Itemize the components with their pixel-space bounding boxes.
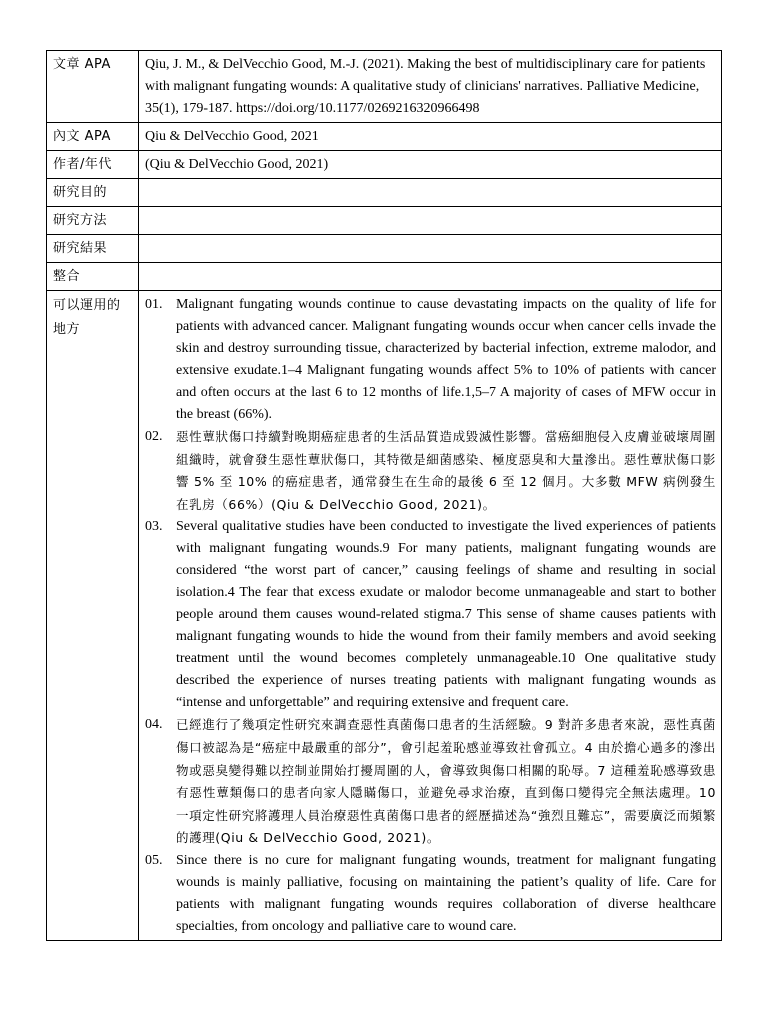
value-results [139, 235, 722, 263]
item-text: Malignant fungating wounds continue to cause devastating impacts on the quality of life for patients with advanced cancer. Malignant fungating wounds occur when cancer cells invade the skin and destroy surrounding tissue, characterized by bacterial infection, extreme malodor, and extensive exudate.1–4 Malignant fungating wounds affect 5% to 10% of patients with cancer and often occurs at the last 6 to 12 months of life.1,5–7 A majority of cases of MFW occur in the breast (66%). [176, 297, 716, 422]
row-in-text [47, 123, 722, 151]
item-number: 03. [145, 519, 163, 535]
row-results [47, 235, 722, 263]
item-number: 02. [145, 429, 163, 444]
value-purpose [139, 179, 722, 207]
item-text: 已經進行了幾項定性研究來調查惡性真菌傷口患者的生活經驗。9 對許多患者來說，惡性真菌傷口被認為是“癌症中最嚴重的部分”，會引起羞恥感並導致社會孤立。4 由於擔心過多的滲出物或惡臭變得難以控制並開始打擾周圍的人，會導致與傷口相關的恥辱。7 這種羞恥感導致患有惡性蕈類傷口的患者向家人隱瞞傷口，並避免尋求治療，直到傷口變得完全無法處理。10 一項定性研究將護理人員治療惡性真菌傷口患者的經歷描述為“強烈且難忘”，需要廣泛而頻繁的護理(Qiu & DelVecchio Good, 2021)。 [176, 717, 716, 846]
list-item [145, 850, 716, 938]
row-method [47, 207, 722, 235]
label-results: 研究結果 [47, 235, 139, 263]
list-item [145, 516, 716, 714]
value-usable [139, 291, 722, 941]
item-text: 惡性蕈狀傷口持續對晚期癌症患者的生活品質造成毀滅性影響。當癌細胞侵入皮膚並破壞周圍組織時，就會發生惡性蕈狀傷口，其特徵是細菌感染、極度惡臭和大量滲出。惡性蕈狀傷口影響 5% 至 10% 的癌症患者，通常發生在生命的最後 6 至 12 個月。大多數 MFW 病例發生在乳房（66%）(Qiu & DelVecchio Good, 2021)。 [176, 429, 716, 512]
label-apa: 文章 APA [47, 51, 139, 123]
value-integration [139, 263, 722, 291]
row-integration [47, 263, 722, 291]
row-usable [47, 291, 722, 941]
literature-notes-table [46, 50, 722, 941]
label-author-year: 作者/年代 [47, 151, 139, 179]
row-author-year [47, 151, 722, 179]
label-in-text: 內文 APA [47, 123, 139, 151]
item-number: 05. [145, 852, 163, 868]
notes-table-wrapper [46, 50, 722, 941]
item-text: Since there is no cure for malignant fungating wounds, treatment for malignant fungating wounds is mainly palliative, focusing on maintaining the patient’s quality of life. Care for patients with malignant fungating wounds requires collaboration of diverse healthcare specialties, from oncology and palliative care to wound care. [176, 852, 716, 934]
list-item [145, 294, 716, 426]
item-number: 04. [145, 717, 163, 733]
label-integration: 整合 [47, 263, 139, 291]
label-method: 研究方法 [47, 207, 139, 235]
label-purpose: 研究目的 [47, 179, 139, 207]
item-number: 01. [145, 297, 163, 312]
label-usable: 可以運用的地方 [47, 291, 139, 941]
value-method [139, 207, 722, 235]
list-item [145, 714, 716, 850]
list-item [145, 426, 716, 516]
value-apa: Qiu, J. M., & DelVecchio Good, M.-J. (2021). Making the best of multidisciplinary care for patients with malignant fungating wounds: A qualitative study of clinicians' narratives. Palliative Medicine, 35(1), 179-187. https://doi.org/10.1177/0269216320966498 [139, 51, 722, 123]
row-apa [47, 51, 722, 123]
value-in-text: Qiu & DelVecchio Good, 2021 [139, 123, 722, 151]
item-text: Several qualitative studies have been conducted to investigate the lived experiences of patients with malignant fungating wounds.9 For many patients, malignant fungating wounds are considered “the worst part of cancer,” causing feelings of shame and resulting in social isolation.4 The fear that excess exudate or malodor become unmanageable and start to bother people around them causes wound-related stigma.7 This sense of shame causes patients with malignant fungating wounds to hide the wound from their family members and avoid seeking treatment until the wound becomes completely unmanageable.10 One qualitative study described the experience of nurses treating patients with malignant fungating wounds as “intense and unforgettable” and requiring extensive and frequent care. [176, 519, 716, 711]
row-purpose [47, 179, 722, 207]
value-author-year: (Qiu & DelVecchio Good, 2021) [139, 151, 722, 179]
